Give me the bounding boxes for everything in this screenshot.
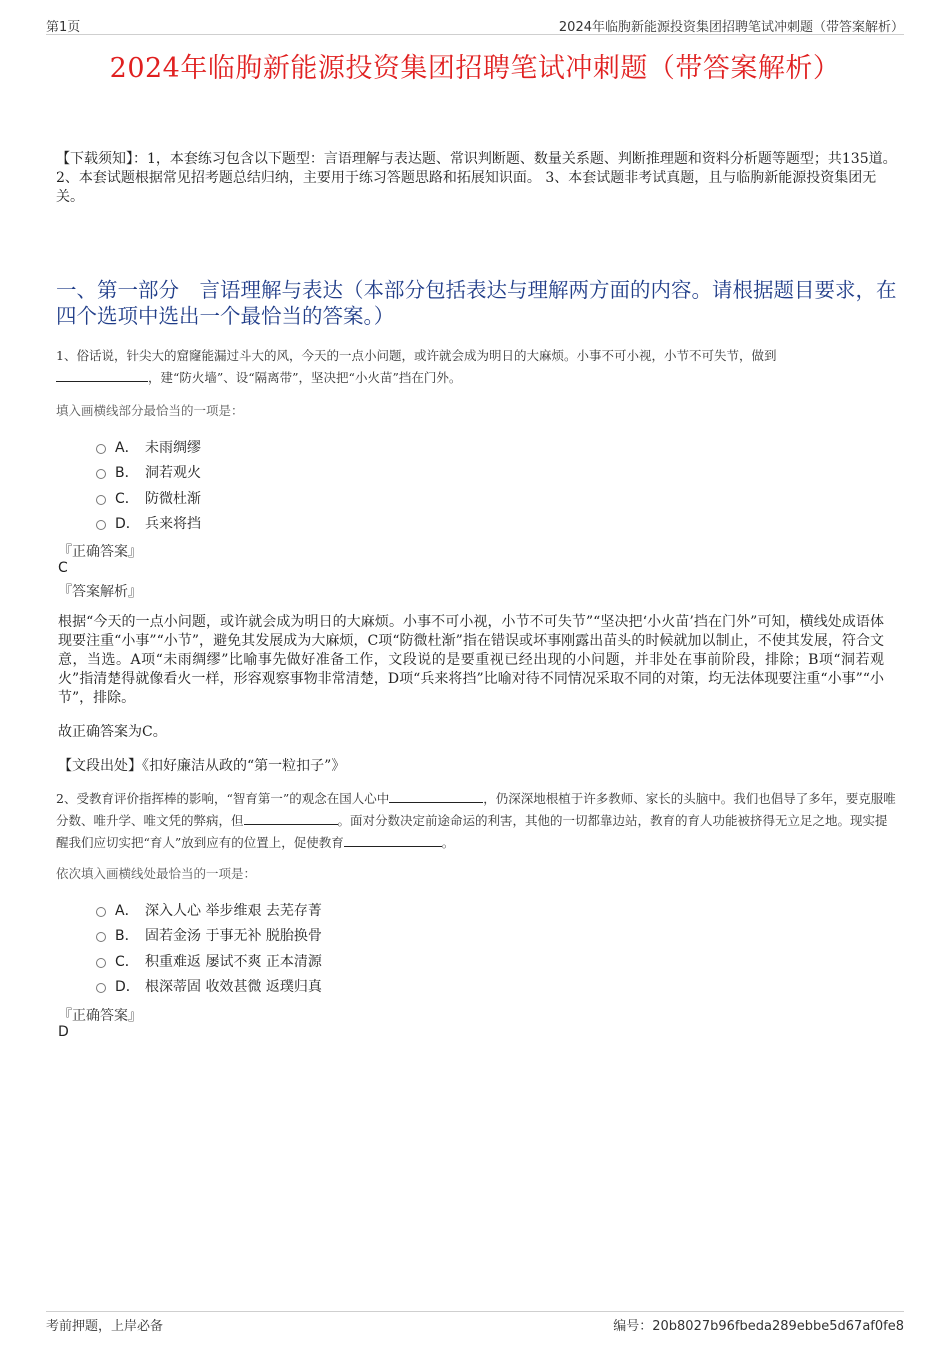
radio-icon[interactable]	[96, 932, 106, 942]
passage-source: 【文段出处】《扣好廉洁从政的“第一粒扣子”》	[58, 758, 346, 774]
radio-icon[interactable]	[96, 983, 106, 993]
answer-label: 『正确答案』	[58, 1008, 142, 1024]
answer-label: 『正确答案』	[58, 544, 142, 560]
radio-icon[interactable]	[96, 469, 106, 479]
fill-blank	[244, 810, 338, 825]
option-c[interactable]: C． 积重难返 屡试不爽 正本清源	[96, 948, 322, 974]
section-heading: 一、第一部分 言语理解与表达（本部分包括表达与理解两方面的内容。请根据题目要求，在四个选项中选出一个最恰当的答案。）	[56, 278, 897, 328]
answer-value: D	[58, 1024, 69, 1040]
header-title: 2024年临朐新能源投资集团招聘笔试冲刺题（带答案解析）	[558, 20, 904, 35]
analysis-label: 『答案解析』	[58, 584, 142, 600]
option-a[interactable]: A． 未雨绸缪	[96, 434, 201, 460]
option-c[interactable]: C． 防微杜渐	[96, 485, 201, 511]
question-2-options	[96, 897, 322, 999]
answer-analysis: 根据“今天的一点小问题，或许就会成为明日的大麻烦。小事不可小视，小节不可失节”“坚决把‘小火苗’挡在门外”可知，横线处成语体现要注重“小事”“小节”，避免其发展成为大麻烦，C项“防微杜渐”指在错误或坏事刚露出苗头的时候就加以制止，不使其发展，符合文意，当选。A项“未雨绸缪”比喻事先做好准备工作，文段说的是要重视已经出现的小问题，并非处在事前阶段，排除；B项“洞若观火”指清楚得就像看火一样，形容观察事物非常清楚，D项“兵来将挡”比喻对待不同情况采取不同的对策，均无法体现要注重“小事”“小节”，排除。	[58, 614, 884, 706]
question-1-options	[96, 434, 201, 536]
question-1-stem: 1、俗话说，针尖大的窟窿能漏过斗大的风，今天的一点小问题，或许就会成为明日的大麻烦。小事不可小视，小节不可失节，做到 ，建“防火墙”、设“隔离带”，坚决把“小火苗”挡在门外。	[56, 348, 777, 385]
option-b[interactable]: B． 洞若观火	[96, 460, 201, 486]
download-notice: 【下载须知】：1，本套练习包含以下题型：言语理解与表达题、常识判断题、数量关系题、判断推理题和资料分析题等题型；共135道。 2、本套试题根据常见招考题总结归纳，主要用于练习答题思路和拓展知识面。 3、本套试题非考试真题，且与临朐新能源投资集团无关。	[56, 151, 897, 205]
radio-icon[interactable]	[96, 495, 106, 505]
radio-icon[interactable]	[96, 444, 106, 454]
fill-blank	[56, 367, 148, 382]
question-2-stem: 2、受教育评价指挥棒的影响，“智育第一”的观念在国人心中 ，仍深深地根植于许多教师、家长的头脑中。我们也倡导了多年，要克服唯分数、唯升学、唯文凭的弊病，但 。面对分数决定前途命运的利害，其他的一切都靠边站，教育的育人功能被挤得无立足之地。现实提醒我们应切实把“育人”放到应有的位置上，促使教育 。	[56, 788, 898, 854]
question-1-prompt: 填入画横线部分最恰当的一项是：	[56, 403, 244, 418]
option-a[interactable]: A． 深入人心 举步维艰 去芜存菁	[96, 897, 322, 923]
document-title: 2024年临朐新能源投资集团招聘笔试冲刺题（带答案解析）	[109, 53, 841, 84]
option-d[interactable]: D． 根深蒂固 收效甚微 返璞归真	[96, 974, 322, 1000]
fill-blank	[389, 788, 483, 803]
fill-blank	[344, 832, 442, 847]
footer-slogan: 考前押题，上岸必备	[46, 1319, 164, 1334]
page-footer	[46, 1311, 904, 1334]
option-b[interactable]: B． 固若金汤 于事无补 脱胎换骨	[96, 923, 322, 949]
question-2-prompt: 依次填入画横线处最恰当的一项是：	[56, 866, 257, 881]
radio-icon[interactable]	[96, 907, 106, 917]
answer-value: C	[58, 560, 68, 576]
document-id: 编号：20b8027b96fbeda289ebbe5d67af0fe8	[613, 1319, 904, 1334]
answer-conclusion: 故正确答案为C。	[58, 724, 167, 740]
page-header	[46, 14, 904, 35]
page-number: 第1页	[46, 20, 81, 35]
radio-icon[interactable]	[96, 958, 106, 968]
option-d[interactable]: D． 兵来将挡	[96, 511, 201, 537]
radio-icon[interactable]	[96, 520, 106, 530]
